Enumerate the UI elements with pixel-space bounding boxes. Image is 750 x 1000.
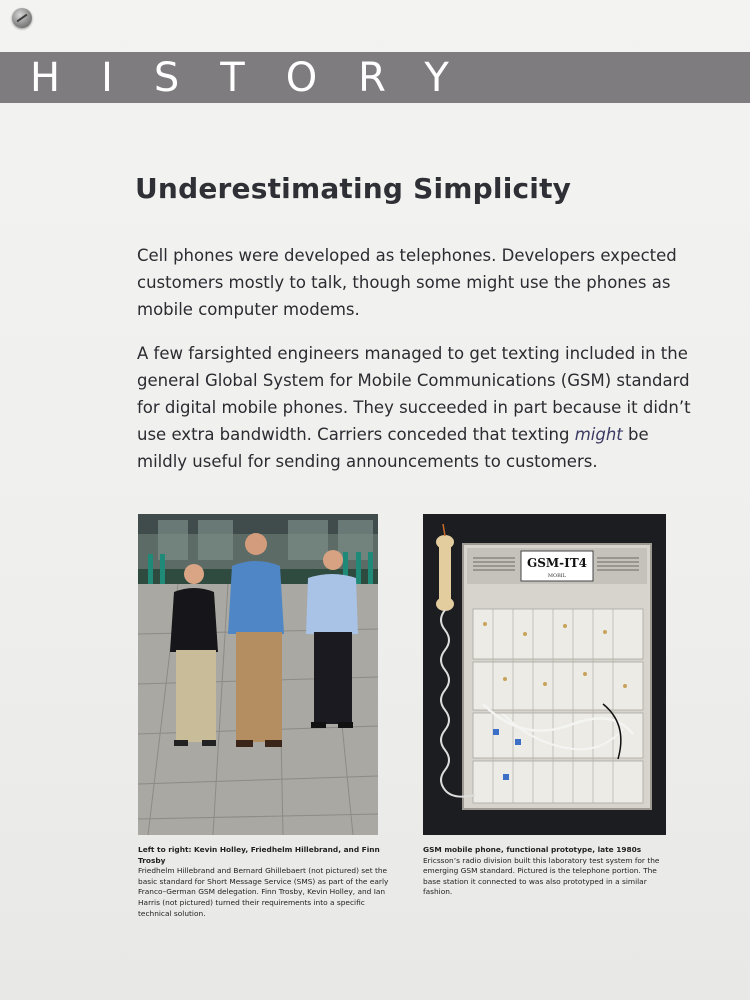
caption-text: Ericsson’s radio division built this laboratory test system for the emerging GSM standard. Pictured is the telephone portion. The base station it connected to was also prototyped in a similar fashion. bbox=[423, 855, 660, 897]
mounting-screw-icon bbox=[12, 8, 32, 28]
photo-caption-prototype bbox=[423, 845, 673, 898]
photo-caption-engineers bbox=[138, 845, 393, 919]
body-paragraph-text-2: be mildly useful for sending announcements to customers. bbox=[137, 425, 649, 471]
page-title: Underestimating Simplicity bbox=[135, 172, 572, 205]
section-title: HISTORY bbox=[30, 55, 490, 101]
section-header-band bbox=[0, 52, 750, 103]
gsm-prototype-photo bbox=[423, 514, 666, 835]
body-paragraph bbox=[137, 340, 692, 475]
caption-title: GSM mobile phone, functional prototype, late 1980s bbox=[423, 845, 642, 854]
equipment-label: GSM-IT4 bbox=[526, 556, 588, 570]
body-paragraph-text-1: A few farsighted engineers managed to get texting included in the general Global System for Mobile Communications (GSM) standard for digital mobile phones. They succeeded in part because it didn’t use extra bandwidth. Carriers conceded that texting bbox=[137, 344, 691, 444]
caption-text: Friedhelm Hillebrand and Bernard Ghillebaert (not pictured) set the basic standard for Short Message Service (SMS) as part of the early Franco–German GSM delegation. Finn Trosby, Kevin Holley, and Ian Harris (not pictured) turned their requirements into a specific technical solution. bbox=[138, 866, 389, 918]
caption-title: Left to right: Kevin Holley, Friedhelm Hillebrand, and Finn Trosby bbox=[138, 845, 380, 865]
equipment-sublabel: MOBIL bbox=[547, 573, 567, 579]
intro-paragraph: Cell phones were developed as telephones. Developers expected customers mostly to talk, though some might use the phones as mobile computer modems. bbox=[137, 246, 677, 319]
engineers-photo bbox=[138, 514, 378, 835]
body-paragraph-emphasis: might bbox=[574, 425, 623, 444]
